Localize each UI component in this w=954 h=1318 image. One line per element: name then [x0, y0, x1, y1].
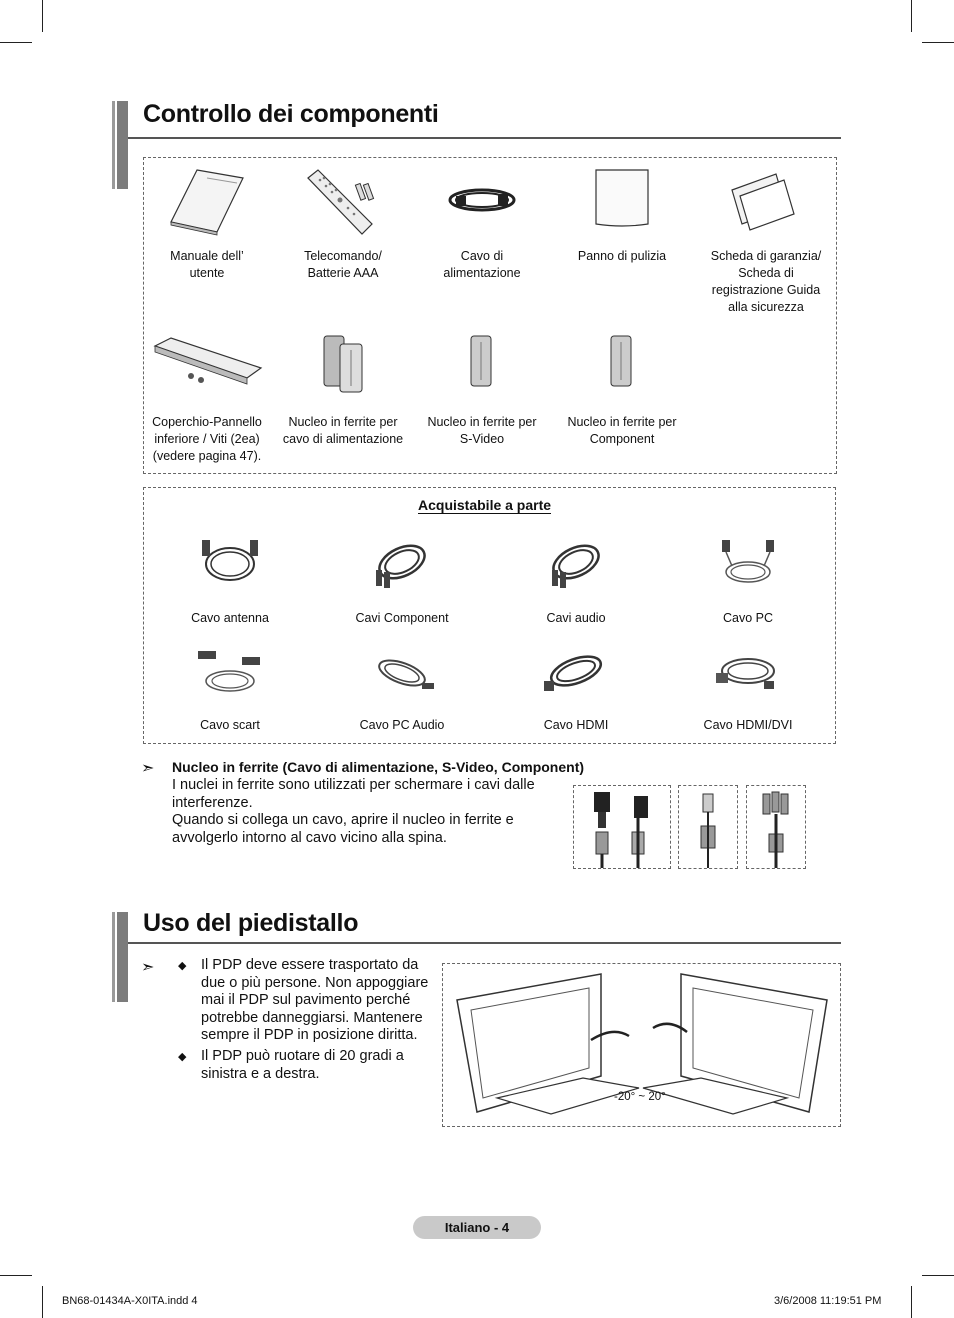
- scart-cable-icon: [190, 645, 270, 697]
- pc-cable-icon: [708, 534, 788, 590]
- footer-file-info: BN68-01434A-X0ITA.indd 4: [62, 1295, 198, 1307]
- item-label: Scheda di garanzia/ Scheda di registrazione Guida alla sicurezza: [710, 249, 822, 314]
- item-remote: [282, 166, 404, 282]
- item-antenna-cable: [170, 534, 290, 627]
- remote-control-icon: [302, 166, 384, 236]
- svideo-plug-ferrite-icon: [679, 786, 737, 868]
- ferrite-core-power-icon: [308, 332, 378, 396]
- item-pc-cable: [688, 534, 808, 627]
- component-cables-icon: [362, 534, 442, 590]
- section-title-components: Controllo dei componenti: [143, 100, 439, 128]
- item-power-cable: [426, 166, 538, 282]
- hdmi-cable-icon: [536, 645, 616, 697]
- pc-audio-cable-icon: [362, 645, 442, 697]
- item-label: Manuale dell’ utente: [170, 249, 244, 280]
- ferrite-note-line1: I nuclei in ferrite sono utilizzati per schermare i cavi dalle interferenze.: [172, 777, 535, 811]
- bullet-diamond-icon: ◆: [178, 1051, 187, 1063]
- item-warranty: [704, 166, 828, 316]
- note-arrow-icon: ➣: [141, 760, 155, 777]
- bullet-diamond-icon: ◆: [178, 960, 187, 972]
- section-marker: [112, 912, 128, 1002]
- cleaning-cloth-icon: [582, 166, 662, 236]
- item-label: Cavo PC: [722, 611, 774, 625]
- item-hdmi-cable: [516, 645, 636, 734]
- item-ferrite-svideo: [424, 332, 540, 448]
- power-plug-ferrite-icon: [574, 786, 670, 868]
- section-title-stand: Uso del piedistallo: [143, 909, 359, 937]
- item-label: Cavo di alimentazione: [443, 249, 521, 280]
- hdmi-dvi-cable-icon: [708, 645, 788, 697]
- stand-bullet-2: Il PDP può ruotare di 20 gradi a sinistra e a destra.: [201, 1048, 404, 1082]
- item-label: Nucleo in ferrite per Component: [567, 415, 677, 446]
- item-hdmi-dvi-cable: [688, 645, 808, 734]
- item-manual: [152, 166, 262, 282]
- warranty-card-icon: [726, 166, 806, 236]
- page-number-badge: Italiano - 4: [413, 1216, 541, 1239]
- item-label: Cavo scart: [200, 718, 260, 732]
- footer-timestamp: 3/6/2008 11:19:51 PM: [774, 1295, 882, 1307]
- item-label: Nucleo in ferrite per cavo di alimentazione: [282, 415, 404, 446]
- title-rule: [128, 137, 841, 139]
- stand-bullet-1: Il PDP deve essere trasportato da due o più persone. Non appoggiare mai il PDP sul pavimento perché potrebbe danneggiarsi. Mantenere sempre il PDP in posizione diritta.: [201, 957, 429, 1043]
- item-ferrite-component: [564, 332, 680, 448]
- item-label: Telecomando/ Batterie AAA: [304, 249, 382, 280]
- ferrite-illustration-component: [746, 785, 806, 869]
- audio-cables-icon: [536, 534, 616, 590]
- rotation-label: -20° ~ 20°: [614, 1091, 666, 1103]
- item-cover-panel: [150, 332, 264, 465]
- item-label: Cavi audio: [546, 611, 606, 625]
- cover-panel-icon: [151, 332, 263, 396]
- power-cable-icon: [442, 166, 522, 236]
- title-rule: [128, 942, 841, 944]
- item-label: Cavo PC Audio: [359, 718, 445, 732]
- item-label: Cavo HDMI/DVI: [703, 718, 793, 732]
- ferrite-illustration-power: [573, 785, 671, 869]
- section-marker: [112, 101, 128, 189]
- item-pc-audio-cable: [342, 645, 462, 734]
- item-label: Cavo antenna: [191, 611, 269, 625]
- item-label: Coperchio-Pannello inferiore / Viti (2ea) (vedere pagina 47).: [152, 415, 262, 463]
- item-label: Panno di pulizia: [577, 249, 667, 263]
- note-arrow-icon: ➣: [141, 959, 155, 976]
- ferrite-note-line2: Quando si collega un cavo, aprire il nucleo in ferrite e avvolgerlo intorno al cavo vicino alla spina.: [172, 812, 514, 846]
- item-component-cables: [342, 534, 462, 627]
- ferrite-core-component-icon: [587, 332, 657, 396]
- manual-icon: [167, 166, 247, 236]
- item-cloth: [568, 166, 676, 265]
- item-label: Cavo HDMI: [543, 718, 609, 732]
- item-scart-cable: [170, 645, 290, 734]
- component-plug-ferrite-icon: [747, 786, 805, 868]
- item-label: Cavi Component: [355, 611, 449, 625]
- item-audio-cables: [516, 534, 636, 627]
- ferrite-illustration-svideo: [678, 785, 738, 869]
- ferrite-core-svideo-icon: [447, 332, 517, 396]
- antenna-cable-icon: [190, 534, 270, 590]
- sold-separately-title: Acquistabile a parte: [418, 497, 552, 513]
- ferrite-note-title: Nucleo in ferrite (Cavo di alimentazione, S-Video, Component): [172, 759, 585, 775]
- item-label: Nucleo in ferrite per S-Video: [427, 415, 537, 446]
- item-ferrite-power: [282, 332, 404, 448]
